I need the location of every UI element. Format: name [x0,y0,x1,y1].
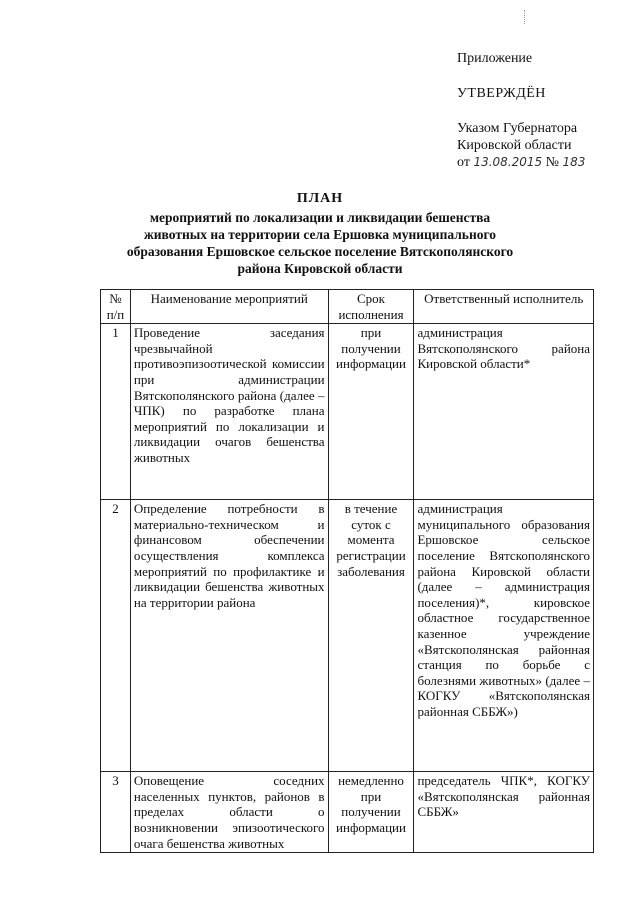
row-action: Проведение заседания чрезвычайной противоэпизоотической комиссии при администрации Вятскополянского района (далее – ЧПК) по разработке плана мероприятий по локализации и ликвидации очагов бешенства животных [130,324,328,500]
row-responsible: администрация Вятскополянского района Кировской области* [414,324,594,500]
header-responsible: Ответственный исполнитель [414,290,594,324]
document-title-block [120,190,520,277]
decree-line-1: Указом Губернатора [457,121,578,136]
row-term: в течение суток с момента регистрации заболевания [328,500,414,772]
document-heading: ПЛАН [296,191,344,206]
row-term: при получении информации [328,324,414,500]
handwritten-number: 183 [562,155,586,169]
table-row [101,772,594,853]
row-number: 1 [101,324,131,500]
decree-line-2: Кировской области [457,138,572,153]
row-number: 2 [101,500,131,772]
plan-table [100,289,594,853]
approval-block [457,50,632,171]
table-row [101,500,594,772]
appendix-label: Приложение [457,51,533,66]
row-number: 3 [101,772,131,853]
row-action: Определение потребности в материально-техническом и финансовом обеспечении осуществления комплекса мероприятий по профилактике и ликвидации бешенства животных на территории района [130,500,328,772]
date-line [457,154,632,171]
table-row [101,324,594,500]
date-prefix: от [457,155,470,170]
approved-label: УТВЕРЖДЁН [457,86,546,101]
scan-speck [524,10,527,24]
row-responsible: председатель ЧПК*, КОГКУ «Вятскополянская районная СББЖ» [414,772,594,853]
document-subtitle: мероприятий по локализации и ликвидации бешенства животных на территории села Ершовка муниципального образования Ершовское сельское поселение Вятскополянского района Кировской области [126,210,514,276]
header-term: Срок исполнения [328,290,414,324]
row-responsible: администрация муниципального образования Ершовское сельское поселение Вятскополянского района Кировской области (далее – администрация поселения)*, кировское областное государственное казенное учреждение «Вятскополянская районная станция по борьбе с болезнями животных» (далее – КОГКУ «Вятскополянская районная СББЖ») [414,500,594,772]
header-action: Наименование мероприятий [130,290,328,324]
handwritten-date: 13.08.2015 [473,155,543,169]
number-prefix: № [545,155,560,170]
table-header-row [101,290,594,324]
header-number: № п/п [101,290,131,324]
row-action: Оповещение соседних населенных пунктов, районов в пределах области о возникновении эпизоотического очага бешенства животных [130,772,328,853]
row-term: немедленно при получении информации [328,772,414,853]
